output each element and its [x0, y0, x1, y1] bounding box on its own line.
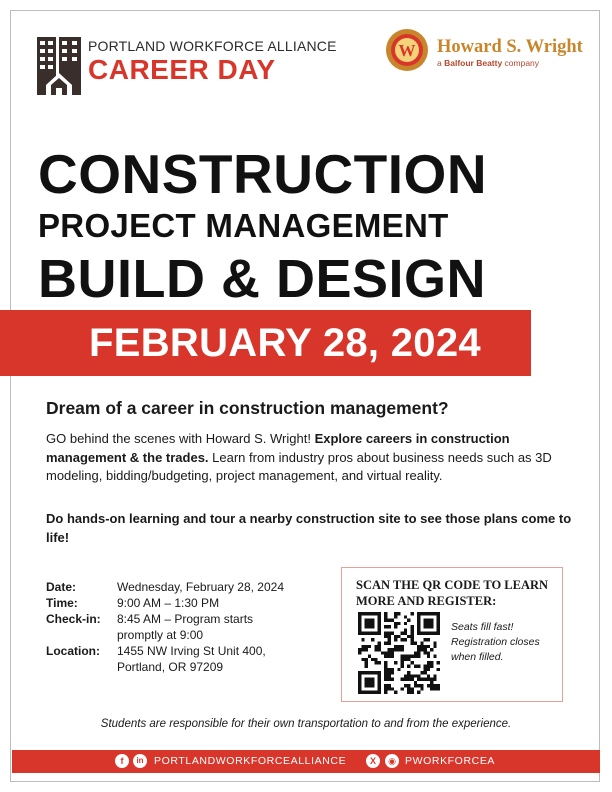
sponsor-tagline: a Balfour Beatty company	[437, 58, 540, 68]
title-construction: CONSTRUCTION	[38, 143, 488, 205]
facebook-icon[interactable]: f	[115, 754, 129, 768]
intro-paragraph: GO behind the scenes with Howard S. Wright! Explore careers in construction management & the trades. Learn from industry pros about business needs such as 3D modeling, bidding/budgeting, project management, and virtual reality.	[46, 431, 552, 483]
detail-label: Date:	[46, 580, 77, 594]
detail-row-time	[46, 595, 317, 611]
detail-value: 8:45 AM – Program starts promptly at 9:00	[117, 612, 254, 642]
qr-registration-box	[341, 567, 563, 702]
instagram-icon[interactable]: ◉	[385, 754, 399, 768]
detail-value: 9:00 AM – 1:30 PM	[117, 596, 220, 610]
x-icon[interactable]: X	[366, 754, 380, 768]
date-banner	[0, 310, 531, 376]
event-date: FEBRUARY 28, 2024	[89, 321, 481, 365]
social-handle-secondary[interactable]: PWORKFORCEA	[405, 755, 496, 767]
headline: Dream of a career in construction management?	[46, 398, 449, 418]
qr-heading: SCAN THE QR CODE TO LEARN MORE AND REGISTER:	[356, 578, 549, 608]
qr-code[interactable]	[358, 612, 440, 694]
handson-paragraph: Do hands-on learning and tour a nearby construction site to see those plans come to life!	[46, 511, 572, 545]
detail-label: Time:	[46, 596, 78, 610]
detail-label: Check-in:	[46, 612, 101, 626]
howard-s-wright-emblem-icon	[385, 28, 429, 72]
title-project-management: PROJECT MANAGEMENT	[38, 207, 449, 244]
social-footer	[12, 750, 600, 773]
linkedin-icon[interactable]: in	[133, 754, 147, 768]
detail-value: Wednesday, February 28, 2024	[117, 580, 284, 594]
transport-note: Students are responsible for their own transportation to and from the experience.	[100, 718, 512, 730]
event-name: CAREER DAY	[88, 54, 276, 85]
org-name: PORTLAND WORKFORCE ALLIANCE	[88, 38, 337, 54]
detail-label: Location:	[46, 644, 100, 658]
detail-row-location	[46, 643, 317, 675]
detail-row-checkin	[46, 611, 317, 643]
title-build-design: BUILD & DESIGN	[38, 249, 487, 309]
social-handle-primary[interactable]: PORTLANDWORKFORCEALLIANCE	[154, 755, 347, 767]
building-icon	[37, 37, 81, 95]
sponsor-name: Howard S. Wright	[437, 37, 583, 57]
event-details	[46, 579, 317, 675]
qr-note: Seats fill fast! Registration closes when filled.	[451, 621, 540, 663]
detail-value: 1455 NW Irving St Unit 400, Portland, OR 97209	[117, 644, 266, 674]
svg-text:W: W	[398, 41, 416, 60]
detail-row-date	[46, 579, 317, 595]
